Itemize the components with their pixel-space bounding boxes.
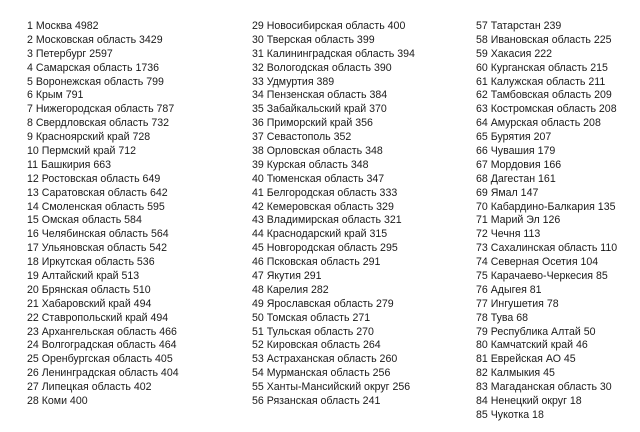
list-item: 6 Крым 791 xyxy=(27,89,84,102)
list-item: 10 Пермский край 712 xyxy=(27,145,137,158)
list-item: 16 Челябинская область 564 xyxy=(27,228,169,241)
list-item: 79 Республика Алтай 50 xyxy=(476,325,596,338)
list-item: 8 Свердловская область 732 xyxy=(27,117,169,130)
list-item: 1 Москва 4982 xyxy=(27,20,99,32)
list-column-3 xyxy=(476,20,617,423)
list-item: 13 Саратовская область 642 xyxy=(27,186,168,199)
list-item: 68 Дагестан 161 xyxy=(476,172,556,185)
list-item: 42 Кемеровская область 329 xyxy=(252,200,394,213)
list-item: 57 Татарстан 239 xyxy=(476,20,562,32)
list-item: 50 Томская область 271 xyxy=(252,311,371,324)
list-item: 76 Адыгея 81 xyxy=(476,283,542,296)
list-item: 27 Липецкая область 402 xyxy=(27,381,152,394)
list-item: 28 Коми 400 xyxy=(27,395,88,408)
list-item: 31 Калининградская область 394 xyxy=(252,47,415,60)
list-item: 2 Московская область 3429 xyxy=(27,33,163,46)
list-item: 67 Мордовия 166 xyxy=(476,158,562,171)
list-item: 51 Тульская область 270 xyxy=(252,325,374,338)
list-item: 17 Ульяновская область 542 xyxy=(27,242,168,255)
list-item: 49 Ярославская область 279 xyxy=(252,297,394,310)
list-item: 80 Камчатский край 46 xyxy=(476,339,588,352)
list-item: 82 Калмыкия 45 xyxy=(476,367,555,380)
list-item: 37 Севастополь 352 xyxy=(252,131,352,144)
list-item: 72 Чечня 113 xyxy=(476,228,541,241)
list-item: 81 Еврейская АО 45 xyxy=(476,353,576,366)
list-item: 29 Новосибирская область 400 xyxy=(252,20,406,32)
list-item: 63 Костромская область 208 xyxy=(476,103,617,116)
list-item: 52 Кировская область 264 xyxy=(252,339,381,352)
list-item: 24 Волгоградская область 464 xyxy=(27,339,177,352)
list-item: 40 Тюменская область 347 xyxy=(252,172,385,185)
list-item: 41 Белгородская область 333 xyxy=(252,186,398,199)
list-item: 43 Владимирская область 321 xyxy=(252,214,402,227)
list-item: 53 Астраханская область 260 xyxy=(252,353,398,366)
list-item: 14 Смоленская область 595 xyxy=(27,200,165,213)
list-item: 9 Красноярский край 728 xyxy=(27,131,151,144)
list-item: 74 Северная Осетия 104 xyxy=(476,256,599,269)
list-item: 21 Хабаровский край 494 xyxy=(27,297,152,310)
list-item: 83 Магаданская область 30 xyxy=(476,381,612,394)
list-item: 62 Тамбовская область 209 xyxy=(476,89,612,102)
list-item: 46 Псковская область 291 xyxy=(252,256,381,269)
list-item: 69 Ямал 147 xyxy=(476,186,539,199)
list-column-2 xyxy=(252,20,415,409)
list-item: 84 Ненецкий округ 18 xyxy=(476,395,582,408)
list-item: 44 Краснодарский край 315 xyxy=(252,228,388,241)
list-item: 66 Чувашия 179 xyxy=(476,145,556,158)
list-item: 23 Архангельская область 466 xyxy=(27,325,177,338)
list-item: 36 Приморский край 356 xyxy=(252,117,373,130)
list-item: 38 Орловская область 348 xyxy=(252,145,383,158)
list-item: 65 Бурятия 207 xyxy=(476,131,552,144)
list-item: 7 Нижегородская область 787 xyxy=(27,103,175,116)
list-item: 35 Забайкальский край 370 xyxy=(252,103,387,116)
list-item: 70 Кабардино-Балкария 135 xyxy=(476,200,616,213)
list-item: 59 Хакасия 222 xyxy=(476,47,553,60)
list-item: 22 Ставропольский край 494 xyxy=(27,311,169,324)
list-item: 5 Воронежская область 799 xyxy=(27,75,164,88)
list-item: 56 Рязанская область 241 xyxy=(252,395,381,408)
list-item: 25 Оренбургская область 405 xyxy=(27,353,173,366)
list-item: 54 Мурманская область 256 xyxy=(252,367,391,380)
list-item: 39 Курская область 348 xyxy=(252,158,369,171)
list-item: 71 Марий Эл 126 xyxy=(476,214,561,227)
list-item: 15 Омская область 584 xyxy=(27,214,142,227)
list-item: 32 Вологодская область 390 xyxy=(252,61,392,74)
list-item: 4 Самарская область 1736 xyxy=(27,61,160,74)
list-item: 30 Тверская область 399 xyxy=(252,33,375,46)
list-item: 78 Тува 68 xyxy=(476,311,529,324)
list-item: 45 Новгородская область 295 xyxy=(252,242,398,255)
list-item: 85 Чукотка 18 xyxy=(476,408,544,421)
list-item: 18 Иркутская область 536 xyxy=(27,256,155,269)
list-item: 20 Брянская область 510 xyxy=(27,283,151,296)
list-item: 11 Башкирия 663 xyxy=(27,158,111,171)
list-item: 33 Удмуртия 389 xyxy=(252,75,335,88)
list-item: 47 Якутия 291 xyxy=(252,270,322,283)
list-item: 58 Ивановская область 225 xyxy=(476,33,612,46)
list-column-1 xyxy=(27,20,179,409)
list-item: 34 Пензенская область 384 xyxy=(252,89,388,102)
list-item: 77 Ингушетия 78 xyxy=(476,297,559,310)
list-item: 48 Карелия 282 xyxy=(252,283,329,296)
list-item: 19 Алтайский край 513 xyxy=(27,270,140,283)
list-item: 12 Ростовская область 649 xyxy=(27,172,161,185)
list-item: 61 Калужская область 211 xyxy=(476,75,606,88)
list-item: 75 Карачаево-Черкесия 85 xyxy=(476,270,608,283)
list-item: 60 Курганская область 215 xyxy=(476,61,608,74)
list-item: 3 Петербург 2597 xyxy=(27,47,113,60)
list-item: 26 Ленинградская область 404 xyxy=(27,367,179,380)
list-item: 55 Ханты-Мансийский округ 256 xyxy=(252,381,411,394)
list-item: 73 Сахалинская область 110 xyxy=(476,242,618,255)
list-item: 64 Амурская область 208 xyxy=(476,117,601,130)
